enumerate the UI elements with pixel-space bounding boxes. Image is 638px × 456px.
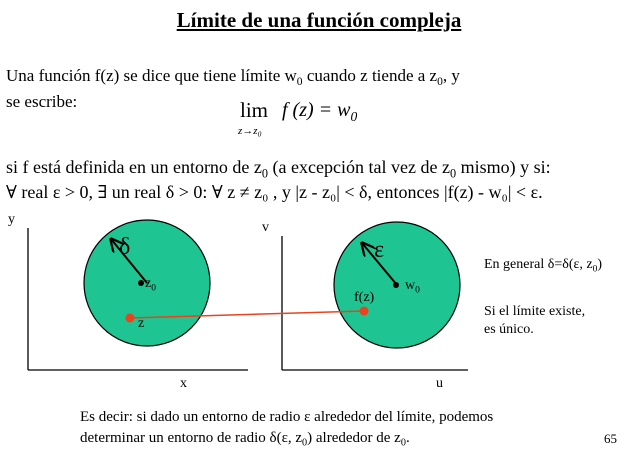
condition-line-2: ∀ real ε > 0, ∃ un real δ > 0: ∀ z ≠ z₀ , y |z - z₀| < δ, entonces |f(z) - w₀| < ε. (6, 182, 543, 202)
z-label: z (138, 316, 145, 331)
footer-line-2: determinar un entorno de radio δ(ε, $z_0$) alrededor de $z_0$. (80, 430, 410, 449)
w0-point (393, 282, 399, 288)
delta-label: δ (119, 234, 131, 260)
limit-symbol: lim (240, 98, 269, 122)
left-y-label: y (8, 212, 15, 227)
unique-note-line-1: Si el límite existe, (484, 304, 586, 319)
epsilon-label: ε (374, 237, 385, 263)
w0-label: $w_0$ (405, 278, 420, 296)
z0-label: $z_0$ (145, 276, 156, 294)
limit-expression: f $(z) = w_0$ (282, 99, 358, 124)
general-note: En general δ=δ(ε, $z_0$) (484, 257, 603, 275)
unique-note-line-2: es único. (484, 322, 534, 337)
limit-subscript: $z\to z_0$ (238, 125, 262, 139)
page-title: Límite de una función compleja (176, 8, 462, 32)
left-x-label: x (180, 376, 187, 391)
right-x-label: u (436, 376, 443, 391)
page-number: 65 (604, 431, 617, 446)
fz-label: f(z) (354, 290, 375, 305)
intro-line-1: Una función f(z) se dice que tiene límite $w_0$ cuando z tiende a $z_0$, y (6, 66, 460, 89)
intro-line-2: se escribe: (6, 92, 78, 111)
z0-point (138, 280, 144, 286)
right-y-label: v (262, 220, 269, 235)
condition-line-1: si f está definida en un entorno de $z_0$ (a excepción tal vez de $z_0$ mismo) y si: (6, 157, 551, 181)
footer-line-1: Es decir: si dado un entorno de radio ε alrededor del límite, podemos (80, 409, 494, 425)
